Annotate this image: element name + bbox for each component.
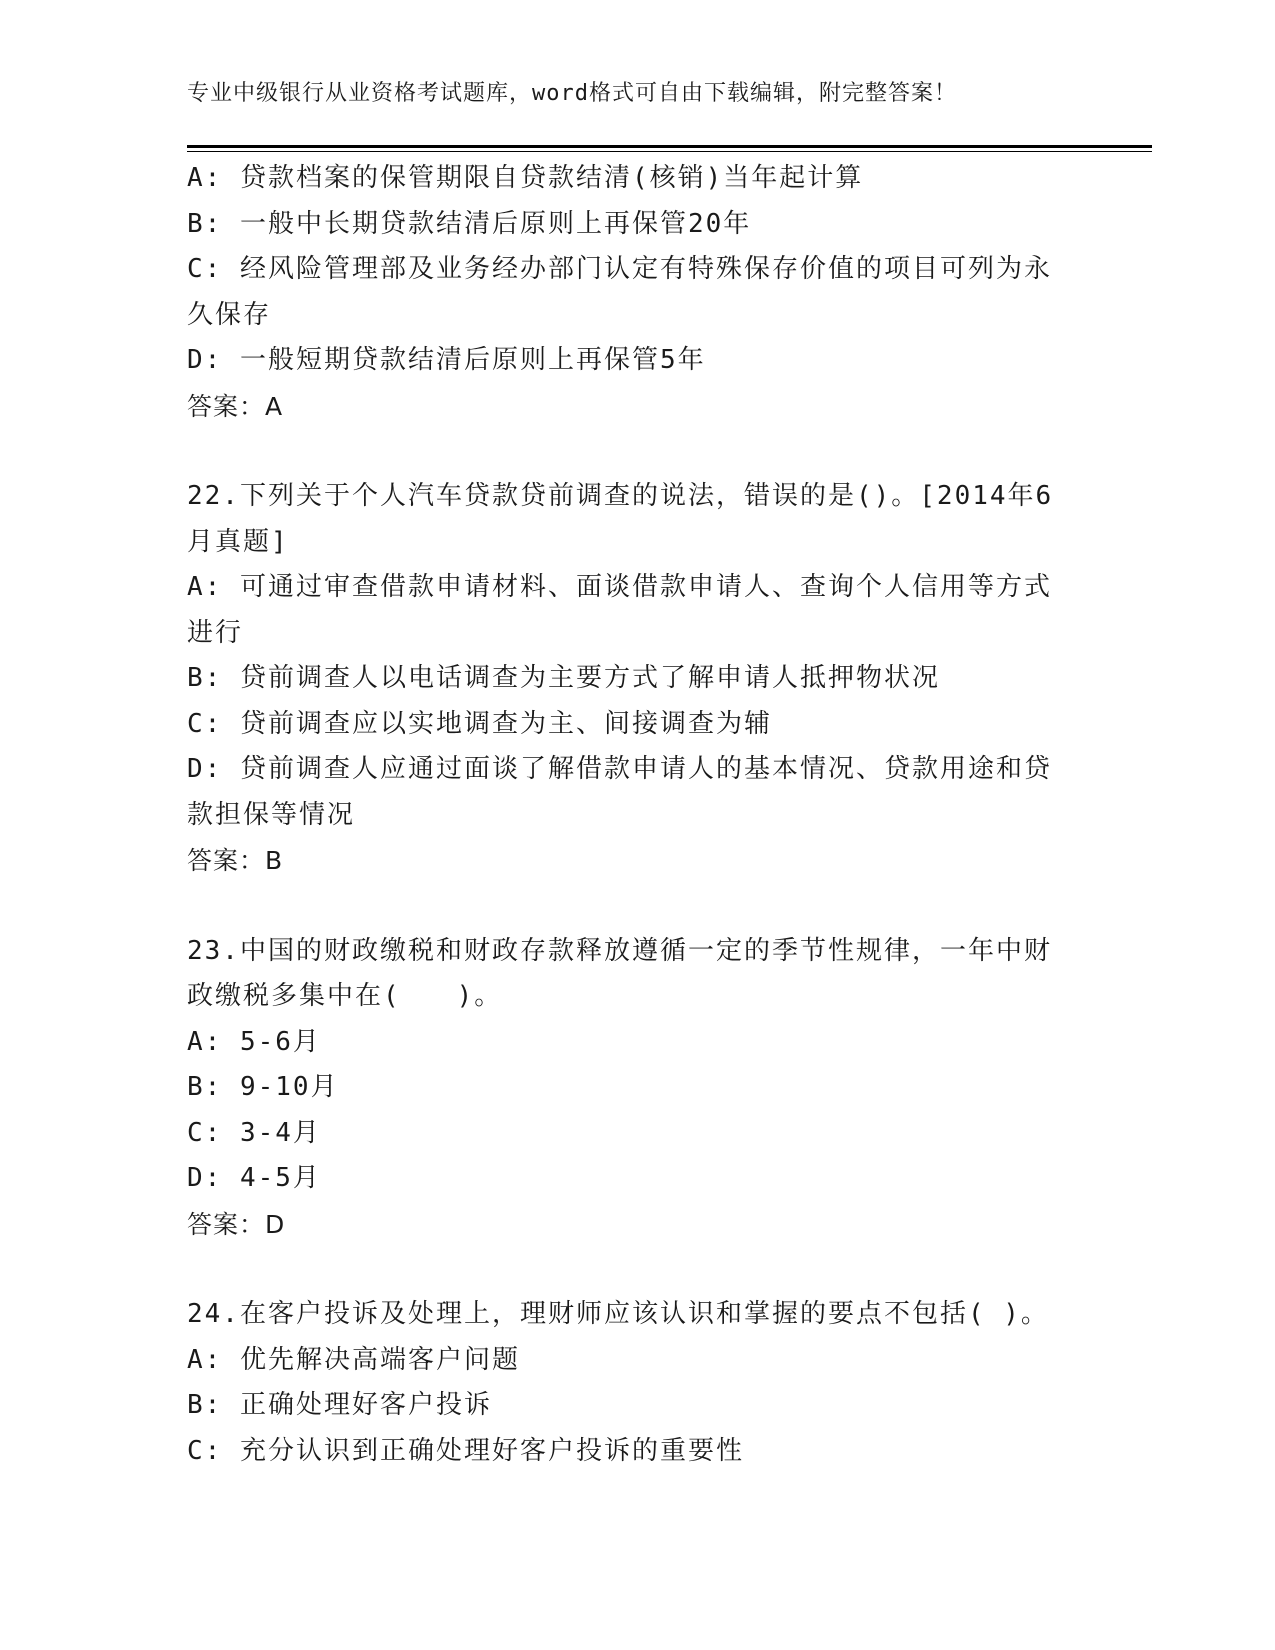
question-stem: 22.下列关于个人汽车贷款贷前调查的说法，错误的是()。[2014年6 [187, 481, 1054, 511]
option-line: A: 可通过审查借款申请材料、面谈借款申请人、查询个人信用等方式 [187, 572, 1052, 602]
option-line: D: 一般短期贷款结清后原则上再保管5年 [187, 345, 706, 375]
option-line: D: 贷前调查人应通过面谈了解借款申请人的基本情况、贷款用途和贷 [187, 754, 1052, 784]
option-line: A: 优先解决高端客户问题 [187, 1344, 520, 1375]
option-line: B: 贷前调查人以电话调查为主要方式了解申请人抵押物状况 [187, 663, 940, 693]
option-line: C: 贷前调查应以实地调查为主、间接调查为辅 [187, 708, 772, 739]
option-line: B: 正确处理好客户投诉 [187, 1390, 492, 1420]
question-block-24 [187, 1292, 1067, 1474]
option-line: C: 3-4月 [187, 1117, 321, 1148]
option-line: A: 5-6月 [187, 1026, 321, 1057]
option-line: C: 经风险管理部及业务经办部门认定有特殊保存价值的项目可列为永 [187, 254, 1052, 284]
spacer [187, 1247, 1067, 1292]
option-line: C: 充分认识到正确处理好客户投诉的重要性 [187, 1435, 744, 1466]
option-line: 进行 [187, 617, 244, 648]
option-line: 款担保等情况 [187, 799, 356, 830]
question-stem: 24.在客户投诉及处理上，理财师应该认识和掌握的要点不包括( )。 [187, 1299, 1049, 1329]
answer-line: 答案：B [187, 846, 284, 875]
question-stem: 月真题] [187, 526, 289, 557]
spacer [187, 884, 1067, 929]
question-stem: 23.中国的财政缴税和财政存款释放遵循一定的季节性规律，一年中财 [187, 935, 1052, 966]
spacer [187, 429, 1067, 474]
question-stem: 政缴税多集中在( )。 [187, 981, 503, 1011]
question-block-prev [187, 156, 1067, 429]
option-line: B: 一般中长期贷款结清后原则上再保管20年 [187, 208, 752, 239]
option-line: B: 9-10月 [187, 1072, 339, 1102]
answer-line: 答案：D [187, 1209, 286, 1239]
question-block-23 [187, 929, 1067, 1248]
header-rule-thick [187, 145, 1152, 148]
page-header: 专业中级银行从业资格考试题库，word格式可自由下载编辑，附完整答案！ [187, 81, 957, 106]
header-rule-thin [187, 151, 1152, 152]
question-block-22 [187, 474, 1067, 884]
option-line: D: 4-5月 [187, 1163, 321, 1193]
option-line: 久保存 [187, 299, 272, 330]
answer-line: 答案：A [187, 391, 284, 421]
document-body [187, 156, 1067, 1474]
option-line: A: 贷款档案的保管期限自贷款结清(核销)当年起计算 [187, 163, 864, 193]
